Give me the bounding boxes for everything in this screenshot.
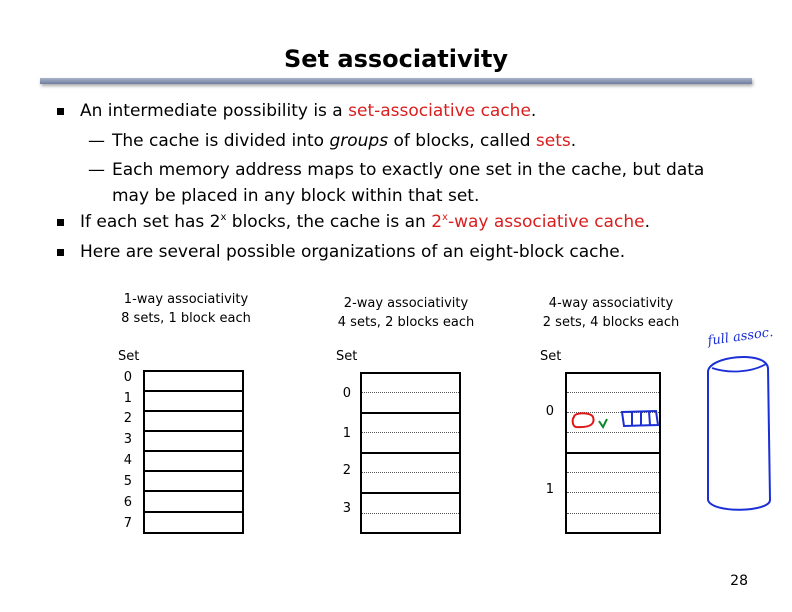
highlight-term [431, 212, 644, 232]
bullet-text: . [570, 131, 577, 151]
block-divider [362, 392, 459, 393]
set-divider [567, 452, 659, 454]
highlight-term: set-associative cache [348, 101, 531, 121]
set-divider [145, 390, 242, 392]
two-way-caption [320, 294, 492, 332]
bullet-item-3 [55, 239, 755, 265]
set-number: 1 [123, 391, 132, 406]
sub-bullet-1 [55, 128, 755, 154]
bullet-text: may be placed in any block within that set. [112, 186, 480, 206]
sketch-divider [712, 364, 766, 371]
block-divider [567, 432, 659, 433]
set-number: 1 [545, 482, 554, 497]
block-divider [567, 513, 659, 514]
set-number: 1 [342, 426, 351, 441]
page-number: 28 [730, 573, 748, 589]
set-divider [145, 511, 242, 513]
highlight-part: -way associative cache [447, 212, 645, 232]
set-number: 2 [123, 411, 132, 426]
block-divider [567, 492, 659, 493]
four-way-cache [565, 372, 661, 534]
bullet-text: Here are several possible organizations of an eight-block cache. [80, 242, 626, 262]
caption-line: 1-way associativity [123, 292, 249, 307]
bullet-text: . [530, 101, 537, 121]
set-label: Set [336, 349, 358, 364]
set-divider [145, 490, 242, 492]
set-label: Set [540, 349, 562, 364]
caption-line: 2 sets, 4 blocks each [542, 315, 680, 330]
caption-line: 4 sets, 2 blocks each [337, 315, 475, 330]
set-divider [362, 492, 459, 494]
italic-term: groups [329, 131, 389, 151]
bullet-text: Each memory address maps to exactly one set in the cache, but data [112, 160, 705, 180]
title-rule [40, 78, 752, 84]
slide-title: Set associativity [284, 45, 508, 73]
set-number: 5 [123, 474, 132, 489]
fully-associative-sketch-icon [708, 357, 770, 510]
set-number: 7 [123, 516, 132, 531]
two-way-cache [360, 372, 461, 534]
set-divider [145, 410, 242, 412]
bullet-list [55, 98, 755, 265]
block-divider [567, 412, 659, 413]
caption-line: 8 sets, 1 block each [121, 311, 251, 326]
set-divider [145, 470, 242, 472]
bullet-item-1 [55, 98, 755, 124]
bullet-text: of blocks, called [388, 131, 536, 151]
superscript: x [220, 212, 227, 223]
highlight-part: 2 [431, 212, 443, 232]
four-way-caption [525, 294, 697, 332]
set-number: 0 [342, 386, 351, 401]
set-number: 6 [123, 495, 132, 510]
set-label: Set [118, 349, 140, 364]
bullet-item-2 [55, 209, 755, 235]
handwritten-note: full assoc. [706, 324, 775, 350]
superscript: x [442, 212, 448, 223]
highlight-term: sets [535, 131, 571, 151]
set-divider [145, 430, 242, 432]
block-divider [362, 513, 459, 514]
caption-line: 2-way associativity [343, 296, 469, 311]
block-divider [567, 472, 659, 473]
block-divider [362, 472, 459, 473]
bullet-text: If each set has 2 [80, 212, 221, 232]
set-number: 0 [545, 404, 554, 419]
set-number: 2 [342, 463, 351, 478]
set-divider [362, 412, 459, 414]
set-number: 3 [342, 501, 351, 516]
set-number: 0 [123, 370, 132, 385]
block-divider [362, 432, 459, 433]
caption-line: 4-way associativity [548, 296, 674, 311]
one-way-cache [143, 370, 244, 534]
set-number: 4 [123, 453, 132, 468]
sub-bullet-2 [55, 157, 755, 209]
set-divider [145, 450, 242, 452]
bullet-text: . [644, 212, 650, 232]
one-way-caption [100, 290, 272, 328]
bullet-text: An intermediate possibility is a [80, 101, 349, 121]
bullet-text: blocks, the cache is an [226, 212, 432, 232]
bullet-text: The cache is divided into [112, 131, 330, 151]
block-divider [567, 392, 659, 393]
set-number: 3 [123, 432, 132, 447]
set-divider [362, 452, 459, 454]
